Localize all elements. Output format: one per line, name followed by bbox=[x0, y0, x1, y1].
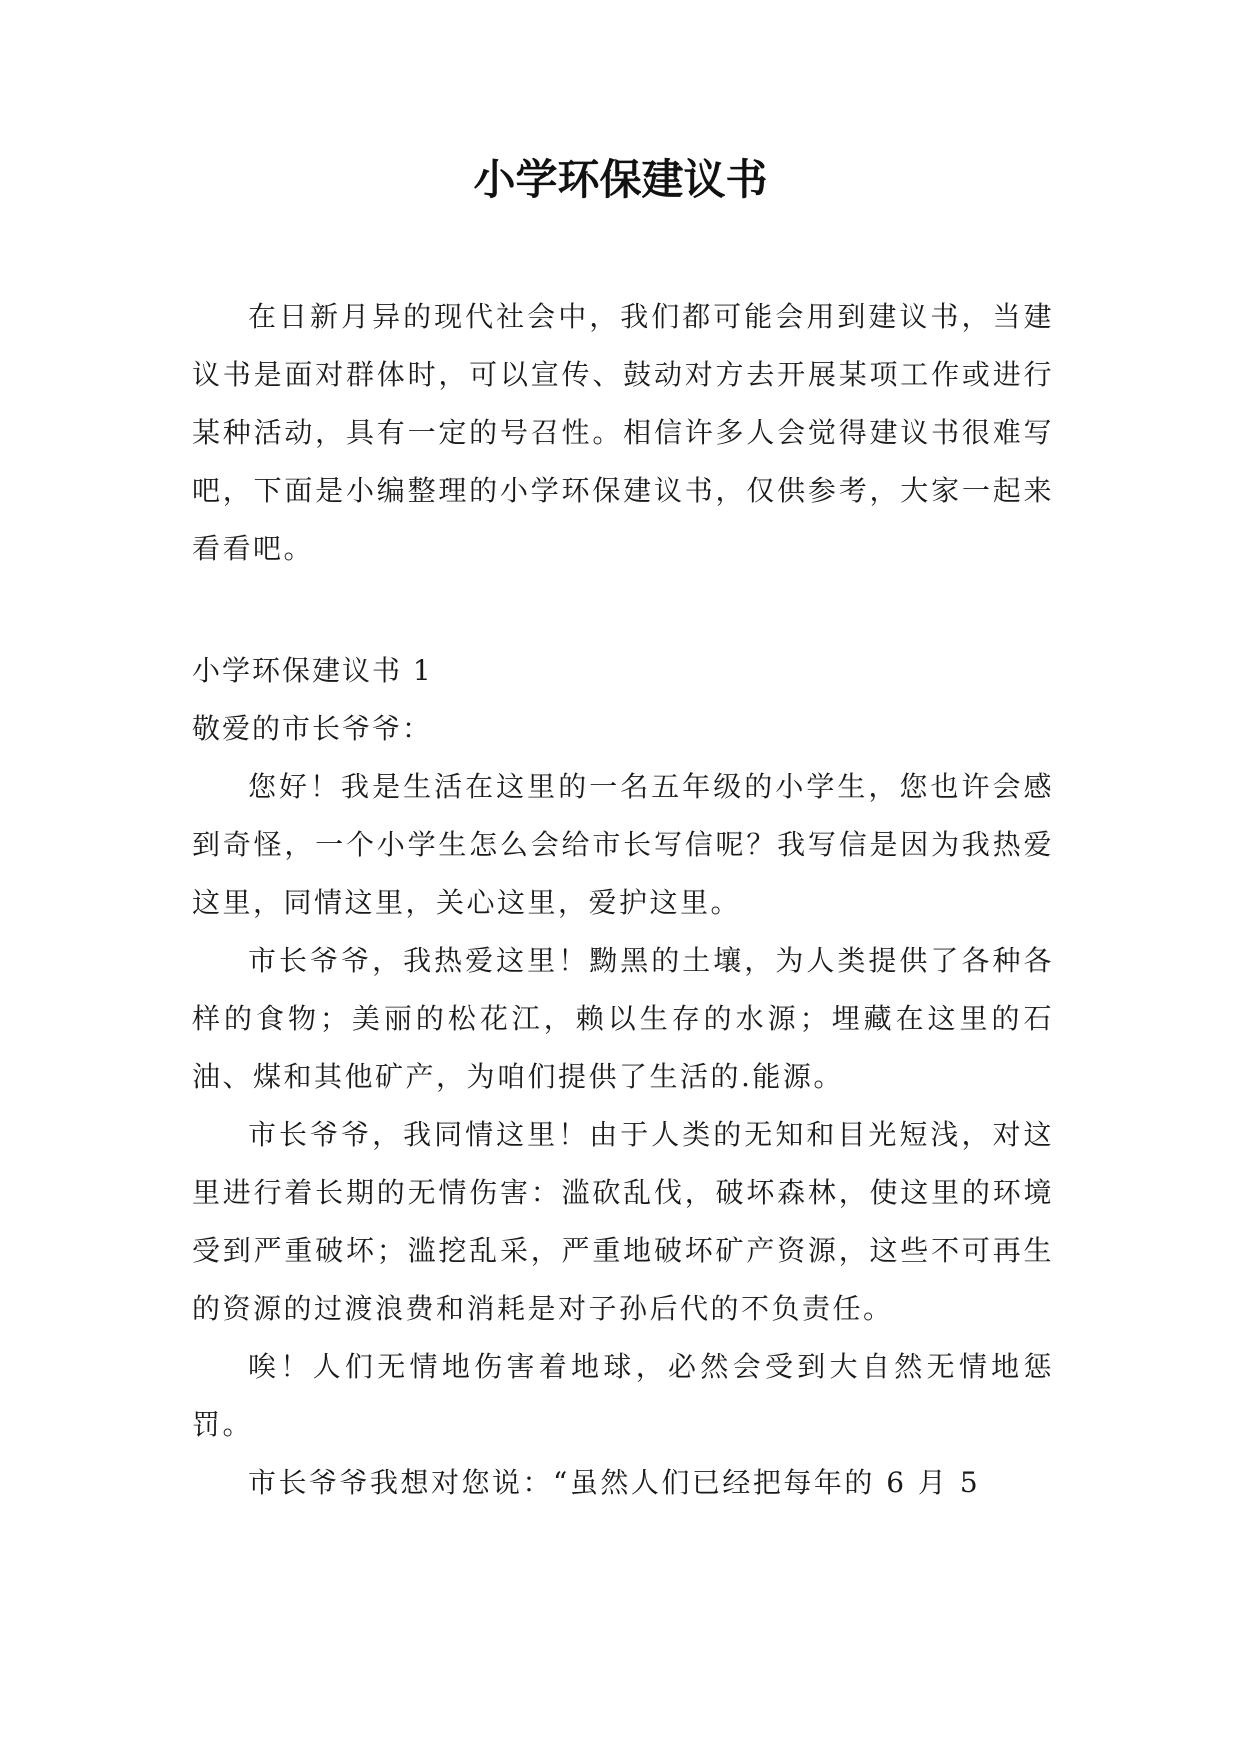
section-title: 小学环保建议书 1 bbox=[192, 654, 433, 687]
letter-paragraph: 市长爷爷，我热爱这里！黝黑的土壤，为人类提供了各种各样的食物；美丽的松花江，赖以生存的水源；埋藏在这里的石油、煤和其他矿产，为咱们提供了生活的.能源。 bbox=[192, 944, 1054, 1093]
salutation: 敬爱的市长爷爷： bbox=[192, 712, 433, 745]
intro-paragraph: 在日新月异的现代社会中，我们都可能会用到建议书，当建议书是面对群体时，可以宣传、鼓动对方去开展某项工作或进行某种活动，具有一定的号召性。相信许多人会觉得建议书很难写吧，下面是小编整理的小学环保建议书，仅供参考，大家一起来看看吧。 bbox=[192, 300, 1054, 565]
letter-paragraph: 市长爷爷我想对您说：“虽然人们已经把每年的 6 月 5 bbox=[248, 1466, 981, 1499]
letter-section bbox=[192, 642, 1054, 1512]
letter-paragraph: 市长爷爷，我同情这里！由于人类的无知和目光短浅，对这里进行着长期的无情伤害：滥砍乱伐，破坏森林，使这里的环境受到严重破坏；滥挖乱采，严重地破坏矿产资源，这些不可再生的资源的过渡浪费和消耗是对子孙后代的不负责任。 bbox=[192, 1118, 1054, 1325]
letter-paragraph: 您好！我是生活在这里的一名五年级的小学生，您也许会感到奇怪，一个小学生怎么会给市长写信呢？我写信是因为我热爱这里，同情这里，关心这里，爱护这里。 bbox=[192, 770, 1054, 919]
letter-paragraph: 唉！人们无情地伤害着地球，必然会受到大自然无情地惩罚。 bbox=[192, 1350, 1054, 1441]
document-title: 小学环保建议书 bbox=[473, 155, 768, 204]
intro-section bbox=[192, 288, 1054, 578]
